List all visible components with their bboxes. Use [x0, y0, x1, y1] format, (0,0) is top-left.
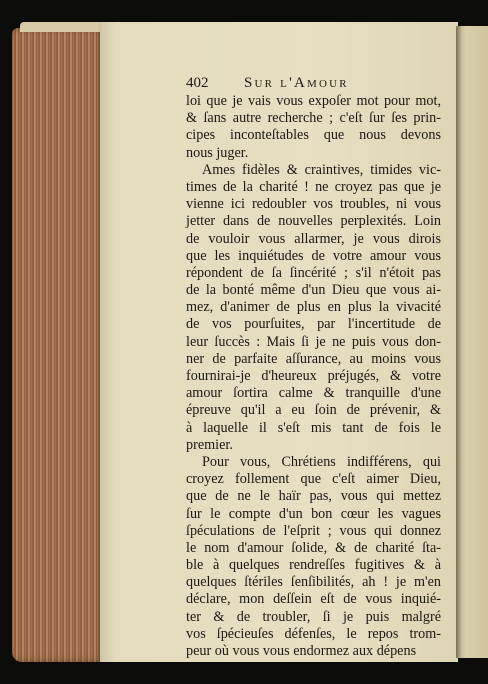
page-edges [12, 28, 108, 662]
text-line: jetter dans de nouvelles perplexités. Loin [186, 213, 441, 230]
text-line: loi que je vais vous expoſer mot pour mot, [186, 93, 441, 109]
text-line: que de ne le haïr pas, vous qui mettez [186, 488, 441, 505]
text-line: ſur le compte d'un bon cœur les vagues [186, 505, 441, 522]
text-line: le nom d'amour ſolide, & de charité ſta- [186, 539, 441, 556]
page-edges-top [20, 22, 108, 32]
text-line: épreuve qu'il a eu ſoin de prévenir, & [186, 402, 441, 419]
text-line: de vos pourſuites, par l'incertitude de [186, 316, 441, 333]
text-line: de la bonté même d'un Dieu que vous ai- [186, 282, 441, 299]
text-line: amour ſortira calme & tranquille d'une [186, 385, 441, 402]
page-number: 402 [186, 75, 209, 91]
text-line: ſpéculations de l'eſprit ; vous qui donnez [186, 522, 441, 539]
text-line: quelques ſtériles ſenſibilités, ah ! je m'en [186, 574, 441, 591]
text-line: vos ſpécieuſes défenſes, le repos trom- [186, 625, 441, 642]
page-header [186, 75, 446, 95]
text-line: que les inquiétudes de votre amour vous [186, 247, 441, 264]
text-line: mez, d'animer de plus en plus la vivacité [186, 299, 441, 316]
text-line: premier. [186, 436, 233, 453]
text-line: times de la charité ! ne croyez pas que je [186, 178, 441, 195]
text-line: déclare, mon deſſein eſt de vous inquié- [186, 591, 441, 608]
text-line: croyez follement que c'eſt aimer Dieu, [186, 471, 441, 488]
text-line: cipes inconteſtables que nous devons [186, 127, 441, 144]
running-title: Sur l'Amour [244, 75, 349, 91]
text-line: de vouloir vous allarmer, je vous dirois [186, 230, 441, 247]
text-line: Pour vous, Chrétiens indifférens, qui [202, 453, 441, 470]
gutter-shadow [456, 26, 462, 658]
body-text [186, 93, 441, 660]
text-line: vienne ici redoubler vos troubles, ni vous [186, 196, 441, 213]
text-line: répondent de ſa ſincérité ; s'il n'étoit pas [186, 264, 441, 281]
text-line: peur où vous vous endormez aux dépens [186, 643, 417, 659]
text-line: Ames fidèles & craintives, timides vic- [202, 161, 441, 178]
text-line: & ſans autre recherche ; c'eſt ſur ſes prin- [186, 110, 441, 127]
text-line: fournirai-je d'heureux préjugés, & votre [186, 368, 441, 384]
text-line: ner de parfaite aſſurance, au moins vous [186, 350, 441, 367]
text-line: ter & de troubler, ſi je puis malgré [186, 608, 441, 625]
text-line: nous juger. [186, 144, 249, 161]
text-line: ble à quelques rendreſſes fugitives & à [186, 557, 441, 574]
text-line: leur ſuccès : Mais ſi je ne puis vous don- [186, 333, 441, 350]
text-line: à laquelle il s'eſt mis tant de fois le [186, 419, 441, 436]
